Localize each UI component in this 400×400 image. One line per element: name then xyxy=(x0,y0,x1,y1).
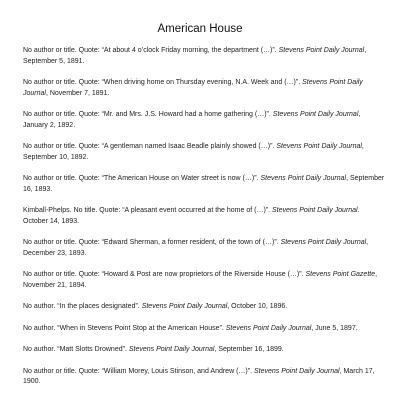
citation-publication: Stevens Point Daily Journal xyxy=(272,207,358,214)
citation-entry xyxy=(23,345,385,356)
citation-publication: Stevens Point Daily Journal xyxy=(128,346,215,353)
citation-list xyxy=(23,46,385,388)
citation-entry xyxy=(23,174,385,195)
citation-entry xyxy=(23,110,385,131)
citation-text: No author or title. Quote: “Edward Sherman, a former resident, of the town of (…)”. xyxy=(23,239,281,246)
citation-text: No author or title. Quote: “When driving home on Thursday evening, N.A. Week and (…)”. xyxy=(23,79,303,86)
citation-text: No author or title. Quote: “A gentleman named Isaac Beadle plainly showed (…)”. xyxy=(23,143,277,150)
citation-publication: Stevens Point Daily Journal xyxy=(272,111,359,118)
citation-date: , September 16, 1899. xyxy=(214,346,284,353)
citation-date: , March 17, 1900. xyxy=(23,367,375,385)
citation-publication: Stevens Point Gazette xyxy=(305,271,376,278)
citation-entry xyxy=(23,238,385,259)
citation-publication: Stevens Point Daily Journal xyxy=(253,367,340,375)
citation-publication: Stevens Point Daily Journal xyxy=(276,143,362,150)
citation-entry xyxy=(23,270,385,291)
citation-publication: Stevens Point Daily Journal xyxy=(141,303,228,310)
citation-text: No author. “Matt Slotts Drowned”. xyxy=(23,346,129,353)
citation-entry xyxy=(23,324,385,335)
citation-publication: Stevens Point Daily Journal xyxy=(280,239,367,246)
citation-publication: Stevens Point Daily Journal xyxy=(23,79,363,97)
citation-date: , November 7, 1891. xyxy=(45,89,110,97)
citation-text: No author or title. Quote: “The American House on Water street is now (…)”. xyxy=(23,175,261,182)
citation-entry xyxy=(23,142,385,163)
citation-date: , November 21, 1894. xyxy=(23,271,378,289)
citation-date: , December 23, 1893. xyxy=(23,239,369,257)
citation-date: , January 2, 1892. xyxy=(23,111,361,129)
citation-date: , June 5, 1897. xyxy=(311,324,358,332)
citation-text: No author or title. Quote: “Howard & Post are now proprietors of the Riverside House (…)”. xyxy=(23,271,306,278)
citation-text: No author. “In the places designated”. xyxy=(23,303,142,310)
citation-text: No author or title. Quote: “At about 4 o’clock Friday morning, the department (…)”. xyxy=(23,47,279,54)
citation-text: No author. “When in Stevens Point Stop at the American House”. xyxy=(23,324,226,332)
citation-text: No author or title. Quote: “William Morey, Louis Stinson, and Andrew (…)”. xyxy=(23,367,254,375)
citation-date: , September 10, 1892. xyxy=(23,143,364,161)
citation-publication: Stevens Point Daily Journal xyxy=(225,324,312,332)
citation-date: , September 16, 1893. xyxy=(23,175,385,193)
citation-date: , October 10, 1896. xyxy=(227,303,288,310)
page-title: American House xyxy=(157,23,243,35)
citation-entry xyxy=(23,302,385,313)
citation-publication: Stevens Point Daily Journal xyxy=(278,47,365,54)
citation-entry xyxy=(23,206,385,227)
citation-entry xyxy=(23,367,385,388)
citation-entry xyxy=(23,78,385,99)
citation-publication: Stevens Point Daily Journal xyxy=(260,175,347,182)
citation-text: Kimball-Phelps. No title. Quote: “A pleasant event occurred at the home of (…)”. xyxy=(23,207,273,214)
citation-date: . October 14, 1893. xyxy=(23,207,360,225)
citation-date: , September 5, 1891. xyxy=(23,47,367,65)
citation-entry xyxy=(23,46,385,67)
citation-text: No author or title. Quote: “Mr. and Mrs. J.S. Howard had a home gathering (…)”. xyxy=(23,111,273,118)
